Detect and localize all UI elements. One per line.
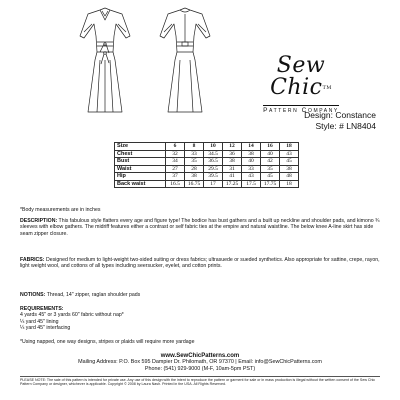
description-label: DESCRIPTION: <box>20 218 58 224</box>
table-cell: 34 <box>166 158 185 166</box>
table-cell: 27 <box>166 165 185 173</box>
table-cell: 48 <box>280 173 299 181</box>
requirements-section <box>20 306 380 331</box>
style-number: Style: # LN8404 <box>315 121 376 131</box>
table-cell: 33 <box>185 150 204 158</box>
table-cell: 43 <box>242 173 261 181</box>
notions-label: NOTIONS: <box>20 292 46 298</box>
size-header-cell: 10 <box>204 143 223 151</box>
size-chart-table <box>114 142 299 188</box>
requirement-line: ¼ yard 45" lining <box>20 318 59 325</box>
table-cell: 35 <box>261 165 280 173</box>
table-cell: 18 <box>280 180 299 188</box>
table-cell: 38 <box>185 173 204 181</box>
dress-back-view <box>160 8 210 112</box>
table-cell: 17 <box>204 180 223 188</box>
fabrics-label: FABRICS: <box>20 257 45 263</box>
size-header-cell: 14 <box>242 143 261 151</box>
fabrics-text: Designed for medium to light-weight two-sided suiting or dress fabrics; ultrasuede or sueded synthetics. Also appropriate for sattine, crepe, rayon, light weight wool, and cottons of all types including seersucker, eyelet, and cotton prints. <box>20 257 380 270</box>
table-cell: 45 <box>280 158 299 166</box>
table-cell: 38 <box>223 158 242 166</box>
notions-paragraph <box>20 292 380 298</box>
table-cell: 37 <box>166 173 185 181</box>
requirements-label: REQUIREMENTS: <box>20 306 64 312</box>
requirement-line: 4 yards 45" or 3 yards 60" fabric without nap* <box>20 312 124 319</box>
table-cell: 17.25 <box>223 180 242 188</box>
requirement-line: ¼ yard 45" interfacing <box>20 324 71 331</box>
row-label: Bust <box>115 158 166 166</box>
table-row <box>115 150 299 158</box>
size-header-cell: 6 <box>166 143 185 151</box>
table-cell: 17.75 <box>261 180 280 188</box>
design-name: Design: Constance <box>304 110 376 120</box>
phone-number: Phone: (541) 929-9000 (M-F, 10am-5pm PST) <box>144 365 256 372</box>
logo-wordmark <box>246 55 356 99</box>
table-cell: 34.5 <box>204 150 223 158</box>
yardage-warning: *Using napped, one way designs, stripes or plaids will require more yardage <box>20 339 195 345</box>
table-cell: 35 <box>185 158 204 166</box>
size-header-cell: 12 <box>223 143 242 151</box>
footer-divider <box>20 376 380 377</box>
table-cell: 40 <box>261 150 280 158</box>
table-cell: 17.5 <box>242 180 261 188</box>
table-cell: 16.5 <box>166 180 185 188</box>
size-header-label: Size <box>115 143 166 151</box>
table-cell: 45 <box>261 173 280 181</box>
logo-trademark: TM <box>322 85 332 91</box>
table-cell: 41 <box>223 173 242 181</box>
row-label: Waist <box>115 165 166 173</box>
table-cell: 16.75 <box>185 180 204 188</box>
fabrics-paragraph <box>20 257 380 270</box>
table-cell: 38 <box>242 150 261 158</box>
body-measurement-note: *Body measurements are in inches <box>20 207 101 213</box>
table-row <box>115 173 299 181</box>
dress-illustration <box>70 2 230 132</box>
description-paragraph <box>20 218 380 237</box>
table-row <box>115 165 299 173</box>
notions-text: Thread, 14" zipper, raglan shoulder pads <box>45 292 141 298</box>
table-cell: 29.5 <box>204 165 223 173</box>
logo-subtitle: Pattern Company <box>263 107 339 114</box>
size-header-cell: 8 <box>185 143 204 151</box>
table-cell: 40 <box>242 158 261 166</box>
table-cell: 36 <box>223 150 242 158</box>
mailing-address: Mailing Address: P.O. Box 595 Dampier Dr. Philomath, OR 97370 | Email: info@SewChicPatterns.com <box>78 359 322 366</box>
website-link[interactable]: www.SewChicPatterns.com <box>160 353 240 359</box>
table-cell: 31 <box>223 165 242 173</box>
legal-notice: PLEASE NOTE: The sale of this pattern is intended for private use. Any use of this design with the intent to reproduce the pattern or garment for sale or in mass production is illegal without the written consent of the Sew Chic Pattern Company or designer, whichever is applicable. Copyright © 2008 by Laura Nash. Printed in the USA. All Rights Reserved. <box>20 378 376 387</box>
table-row <box>115 158 299 166</box>
table-cell: 28 <box>185 165 204 173</box>
row-label: Back waist <box>115 180 166 188</box>
table-cell: 36.5 <box>204 158 223 166</box>
table-cell: 39.5 <box>204 173 223 181</box>
size-header-cell: 18 <box>280 143 299 151</box>
table-cell: 42 <box>261 158 280 166</box>
description-text: This fabulous style flatters every age and figure type! The bodice has bust gathers and a built up neckline and shoulder pads, and kimono ¾ sleeves with elbow gathers. The midriff features either a contrast or self fabric ties at the empire and natural waistline. The below knee A-line skirt has side seam zipper closure. <box>20 218 380 237</box>
brand-logo <box>246 55 356 117</box>
dress-front-view <box>80 8 130 112</box>
table-cell: 32 <box>166 150 185 158</box>
size-header-cell: 16 <box>261 143 280 151</box>
size-header-row <box>115 143 299 151</box>
logo-script-text: Sew Chic <box>270 53 326 100</box>
table-cell: 43 <box>280 150 299 158</box>
table-row <box>115 180 299 188</box>
table-cell: 38 <box>280 165 299 173</box>
contact-footer <box>0 353 400 372</box>
row-label: Hip <box>115 173 166 181</box>
table-cell: 33 <box>242 165 261 173</box>
row-label: Chest <box>115 150 166 158</box>
design-info <box>304 110 376 132</box>
